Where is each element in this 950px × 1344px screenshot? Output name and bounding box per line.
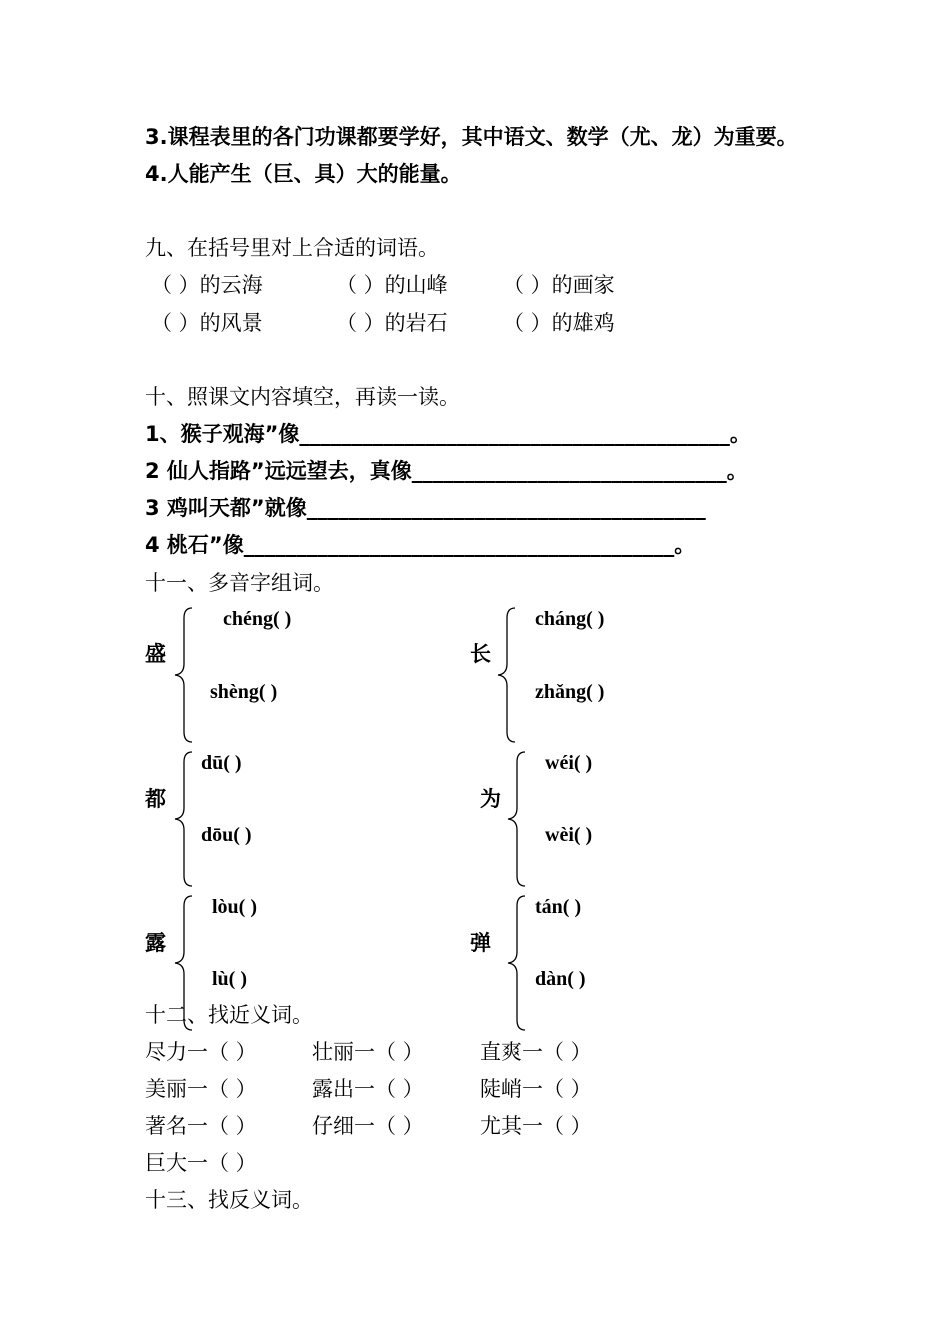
reading-du1: dū( ): [201, 752, 242, 774]
fill-line-2: [145, 458, 748, 484]
synonym-zhishuang: 直爽一（ ）: [480, 1040, 592, 1064]
fill-blank: ______________________________: [411, 459, 727, 483]
fill-line-3: [145, 495, 706, 521]
reading-cheng: chéng( ): [223, 608, 292, 630]
synonym-douqiao: 陡峭一（ ）: [480, 1077, 592, 1101]
reading-sheng: shèng( ): [210, 681, 278, 703]
synonym-meili: 美丽一（ ）: [145, 1077, 257, 1101]
left-brace-icon: [170, 606, 196, 744]
left-brace-icon: [503, 750, 529, 888]
reading-lou: lòu( ): [212, 896, 257, 918]
pair-yanshi: （ ）的岩石: [336, 311, 448, 335]
fill-end: 。: [726, 459, 748, 483]
section-10-title: 十、照课文内容填空，再读一读。: [145, 385, 460, 409]
fill-blank: _________________________________________: [299, 422, 730, 446]
synonym-juda: 巨大一（ ）: [145, 1151, 257, 1175]
left-brace-icon: [170, 750, 196, 888]
left-brace-icon: [493, 606, 519, 744]
synonym-luchu: 露出一（ ）: [312, 1077, 424, 1101]
fill-prefix: 3 鸡叫天都”就像: [145, 496, 307, 520]
fill-prefix: 4 桃石”像: [145, 533, 244, 557]
reading-wei4: wèi( ): [545, 824, 593, 846]
section-13-title: 十三、找反义词。: [145, 1188, 313, 1212]
reading-chang: cháng( ): [535, 608, 605, 630]
question-4: 4.人能产生（巨、具）大的能量。: [145, 162, 462, 186]
reading-zhang: zhǎng( ): [535, 681, 605, 703]
pair-xiongji: （ ）的雄鸡: [503, 311, 615, 335]
fill-end: 。: [729, 422, 751, 446]
synonym-jinli: 尽力一（ ）: [145, 1040, 257, 1064]
section-12-title: 十二、找近义词。: [145, 1003, 313, 1027]
reading-wei2: wéi( ): [545, 752, 593, 774]
polyphone-char-dan: 弹: [470, 931, 491, 955]
synonym-zhuming: 著名一（ ）: [145, 1114, 257, 1138]
synonym-youqi: 尤其一（ ）: [480, 1114, 592, 1138]
pair-shanfeng: （ ）的山峰: [336, 273, 448, 297]
fill-line-1: [145, 421, 751, 447]
left-brace-icon: [503, 894, 529, 1032]
section-9-title: 九、在括号里对上合适的词语。: [145, 236, 439, 260]
reading-dou: dōu( ): [201, 824, 252, 846]
pair-huajia: （ ）的画家: [503, 273, 615, 297]
fill-blank: _________________________________________: [243, 533, 675, 557]
fill-end: 。: [674, 533, 696, 557]
polyphone-char-wei: 为: [480, 787, 501, 811]
synonym-zhuangli: 壮丽一（ ）: [312, 1040, 424, 1064]
question-3: 3.课程表里的各门功课都要学好，其中语文、数学（尤、龙）为重要。: [145, 125, 798, 149]
pair-fengjing: （ ）的风景: [151, 311, 263, 335]
reading-lu: lù( ): [212, 968, 247, 990]
fill-line-4: [145, 532, 695, 558]
fill-prefix: 2 仙人指路”远远望去，真像: [145, 459, 412, 483]
section-11-title: 十一、多音字组词。: [145, 571, 334, 595]
polyphone-char-du: 都: [145, 787, 166, 811]
fill-prefix: 1、猴子观海”像: [145, 422, 300, 446]
pair-yunhai: （ ）的云海: [151, 273, 263, 297]
reading-tan: tán( ): [535, 896, 582, 918]
polyphone-char-sheng: 盛: [145, 642, 166, 666]
polyphone-char-lu: 露: [145, 931, 166, 955]
polyphone-char-chang: 长: [470, 642, 491, 666]
fill-blank: ______________________________________: [306, 496, 706, 520]
reading-dan: dàn( ): [535, 968, 586, 990]
synonym-zixi: 仔细一（ ）: [312, 1114, 424, 1138]
